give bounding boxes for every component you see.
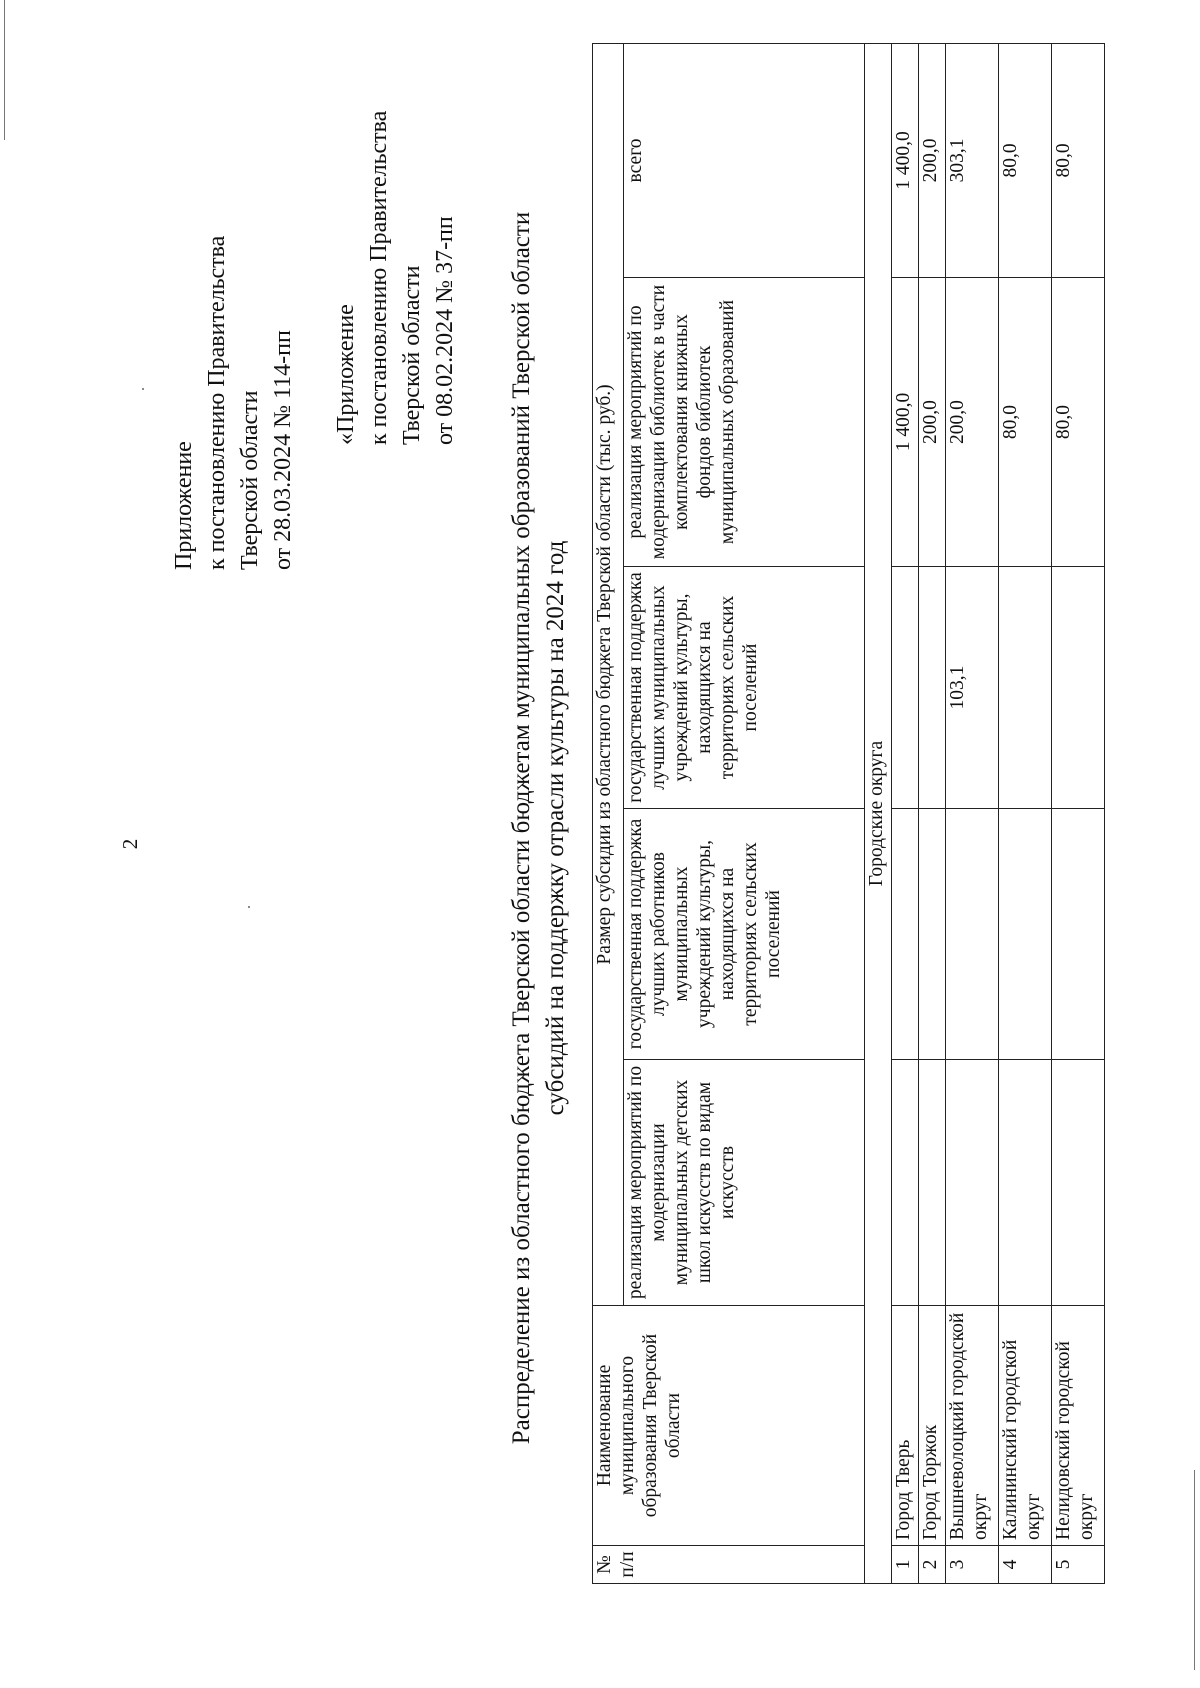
header-library-modernization: реализация мероприятий по модернизации библиотек в части комплектования книжных фондов библиотек муниципальных образований [624,278,865,567]
section-urban-districts: Городские округа [865,43,892,1583]
cell-art-schools [1052,1060,1105,1306]
appendix-line: к постановлению Правительства [204,235,230,570]
cell-total: 200,0 [919,43,946,277]
row-municipality: Вышневолоцкий городской округ [946,1306,999,1546]
cell-total: 80,0 [1052,43,1105,277]
appendix-line: к постановлению Правительства [366,110,392,445]
table-row [919,43,946,1583]
subsidy-distribution-table [592,43,1105,1584]
cell-best-workers [892,809,919,1060]
header-best-institutions-support: государственная поддержка лучших муниципальных учреждений культуры, находящихся на территориях сельских поселений [624,567,865,809]
appendix-original-reference [330,111,462,445]
cell-best-workers [919,809,946,1060]
cell-best-institutions [1052,567,1105,809]
cell-art-schools [919,1060,946,1306]
appendix-line: Приложение [171,441,197,570]
row-number: 4 [999,1546,1052,1584]
cell-best-institutions [892,567,919,809]
table-row [946,43,999,1583]
row-number: 2 [919,1546,946,1584]
document-title-line: Распределение из областного бюджета Тверской области бюджетам муниципальных образований Тверской области [508,211,535,1445]
header-number: № п/п [593,1546,865,1584]
appendix-line: от 08.02.2024 № 37-пп [432,216,458,445]
row-number: 1 [892,1546,919,1584]
header-subsidy-group: Размер субсидии из областного бюджета Тверской области (тыс. руб.) [593,43,624,1305]
document-title-line: субсидий на поддержку отрасли культуры на 2024 год [542,540,569,1116]
header-best-workers-support: государственная поддержка лучших работников муниципальных учреждений культуры, находящихся на территориях сельских поселений [624,809,865,1060]
cell-art-schools [946,1060,999,1306]
document-title [505,83,573,1573]
table-row [999,43,1052,1583]
header-total: всего [624,43,865,277]
appendix-line: от 28.03.2024 № 114-пп [270,330,296,570]
appendix-line: Тверской области [399,265,425,445]
cell-best-workers [999,809,1052,1060]
header-art-schools: реализация мероприятий по модернизации муниципальных детских школ искусств по видам искусств [624,1060,865,1306]
cell-best-workers [1052,809,1105,1060]
cell-total: 303,1 [946,43,999,277]
table-row [1052,43,1105,1583]
cell-art-schools [892,1060,919,1306]
cell-library: 80,0 [1052,278,1105,567]
cell-library: 80,0 [999,278,1052,567]
table-row [892,43,919,1583]
cell-best-institutions [999,567,1052,809]
row-municipality: Город Тверь [892,1306,919,1546]
row-number: 3 [946,1546,999,1584]
cell-best-institutions [919,567,946,809]
cell-best-institutions: 103,1 [946,567,999,809]
cell-best-workers [946,809,999,1060]
cell-library: 200,0 [919,278,946,567]
cell-library: 200,0 [946,278,999,567]
appendix-current-reference [168,236,300,570]
header-municipality-name: Наименование муниципального образования Тверской области [593,1306,865,1546]
row-number: 5 [1052,1546,1105,1584]
cell-library: 1 400,0 [892,278,919,567]
appendix-line: «Приложение [333,304,359,445]
page-number: 2 [118,838,142,850]
appendix-line: Тверской области [237,390,263,570]
row-municipality: Нелидовский городской округ [1052,1306,1105,1546]
cell-total: 80,0 [999,43,1052,277]
cell-total: 1 400,0 [892,43,919,277]
row-municipality: Калининский городской округ [999,1306,1052,1546]
cell-art-schools [999,1060,1052,1306]
row-municipality: Город Торжок [919,1306,946,1546]
